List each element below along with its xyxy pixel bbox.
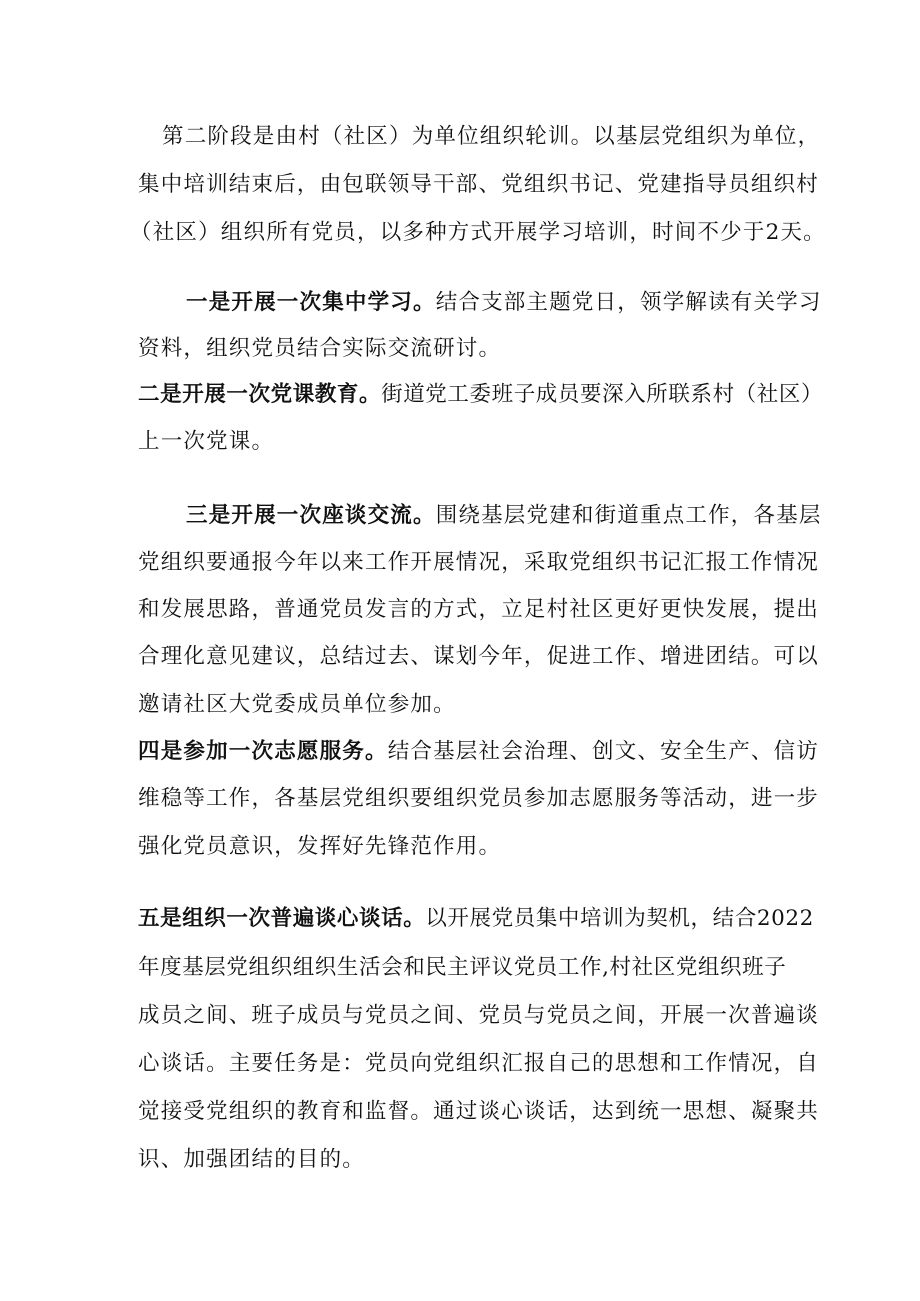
paragraph-text: 围绕基层党建和街道重点工作，各基层: [435, 503, 822, 528]
paragraph-line: 觉接受党组织的教育和监督。通过谈心谈话，达到统一思想、凝聚共: [138, 1099, 820, 1124]
paragraph-line: 维稳等工作，各基层党组织要组织党员参加志愿服务等活动，进一步: [138, 786, 820, 811]
paragraph-line: 资料，组织党员结合实际交流研讨。: [138, 336, 502, 361]
paragraph-text: 以开展党员集中培训为契机，结合2022: [425, 906, 814, 931]
paragraph-lead: 四是参加一次志愿服务。: [138, 739, 388, 764]
paragraph-line: 合理化意见建议，总结过去、谋划今年，促进工作、增进团结。可以: [138, 644, 820, 669]
paragraph-line: 党组织要通报今年以来工作开展情况，采取党组织书记汇报工作情况: [138, 550, 820, 575]
paragraph-line: [186, 288, 822, 318]
paragraph-line: 年度基层党组织组织生活会和民主评议党员工作,村社区党组织班子: [138, 955, 787, 980]
paragraph-line: 成员之间、班子成员与党员之间、党员与党员之间，开展一次普遍谈: [138, 1003, 820, 1028]
paragraph-text: 结合基层社会治理、创文、安全生产、信访: [387, 739, 820, 764]
paragraph-lead: 三是开展一次座谈交流。: [186, 503, 436, 528]
paragraph-line: 第二阶段是由村（社区）为单位组织轮训。以基层党组织为单位，: [162, 124, 821, 149]
paragraph-line: 邀请社区大党委成员单位参加。: [138, 692, 456, 717]
paragraph-line: [138, 904, 814, 934]
paragraph-line: [138, 737, 819, 767]
paragraph-lead: 五是组织一次普遍谈心谈话。: [138, 906, 426, 931]
paragraph-line: 集中培训结束后，由包联领导干部、党组织书记、党建指导员组织村: [138, 172, 820, 197]
paragraph-line: [138, 380, 823, 410]
paragraph-line: 心谈话。主要任务是：党员向党组织汇报自己的思想和工作情况，自: [138, 1051, 820, 1076]
paragraph-lead: 二是开展一次党课教育。: [138, 382, 382, 407]
paragraph-lead: 一是开展一次集中学习。: [186, 290, 436, 315]
paragraph-line: 上一次党课。: [138, 429, 275, 454]
paragraph-line: 和发展思路，普通党员发言的方式，立足村社区更好更快发展，提出: [138, 597, 820, 622]
paragraph-text: 结合支部主题党日，领学解读有关学习: [435, 290, 822, 315]
paragraph-line: （社区）组织所有党员，以多种方式开展学习培训，时间不少于2天。: [130, 220, 826, 245]
paragraph-line: 强化党员意识，发挥好先锋范作用。: [138, 834, 502, 859]
paragraph-line: 识、加强团结的目的。: [138, 1147, 366, 1172]
paragraph-text: 街道党工委班子成员要深入所联系村（社区）: [381, 382, 824, 407]
paragraph-line: [186, 501, 822, 531]
